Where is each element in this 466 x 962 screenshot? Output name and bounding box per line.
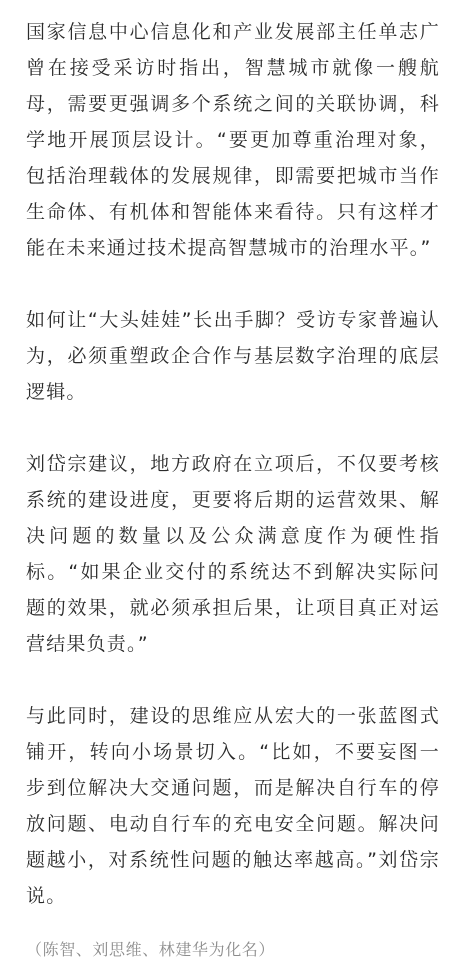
paragraph-1: 国家信息中心信息化和产业发展部主任单志广曾在接受采访时指出，智慧城市就像一艘航母，需要更强调多个系统之间的关联协调，科学地开展顶层设计。“要更加尊重治理对象，包括治理载体的发展规律，即需要把城市当作生命体、有机体和智能体来看待。只有这样才能在未来通过技术提高智慧城市的治理水平。” [26,21,440,259]
paragraph-spacer [26,914,440,938]
paragraph-spacer [26,662,440,698]
paragraph-spacer [26,266,440,302]
pseudonym-note: （陈智、刘思维、林建华为化名） [26,940,276,959]
paragraph-2: 如何让“大头娃娃”长出手脚？受访专家普遍认为，必须重塑政企合作与基层数字治理的底层逻辑。 [26,309,440,403]
paragraph-3: 刘岱宗建议，地方政府在立项后，不仅要考核系统的建设进度，更要将后期的运营效果、解决问题的数量以及公众满意度作为硬性指标。“如果企业交付的系统达不到解决实际问题的效果，就必须承担后果，让项目真正对运营结果负责。” [26,453,440,655]
paragraph-4: 与此同时，建设的思维应从宏大的一张蓝图式铺开，转向小场景切入。“比如，不要妄图一步到位解决大交通问题，而是解决自行车的停放问题、电动自行车的充电安全问题。解决问题越小，对系统性问题的触达率越高。”刘岱宗说。 [26,705,440,907]
paragraph-spacer [26,410,440,446]
